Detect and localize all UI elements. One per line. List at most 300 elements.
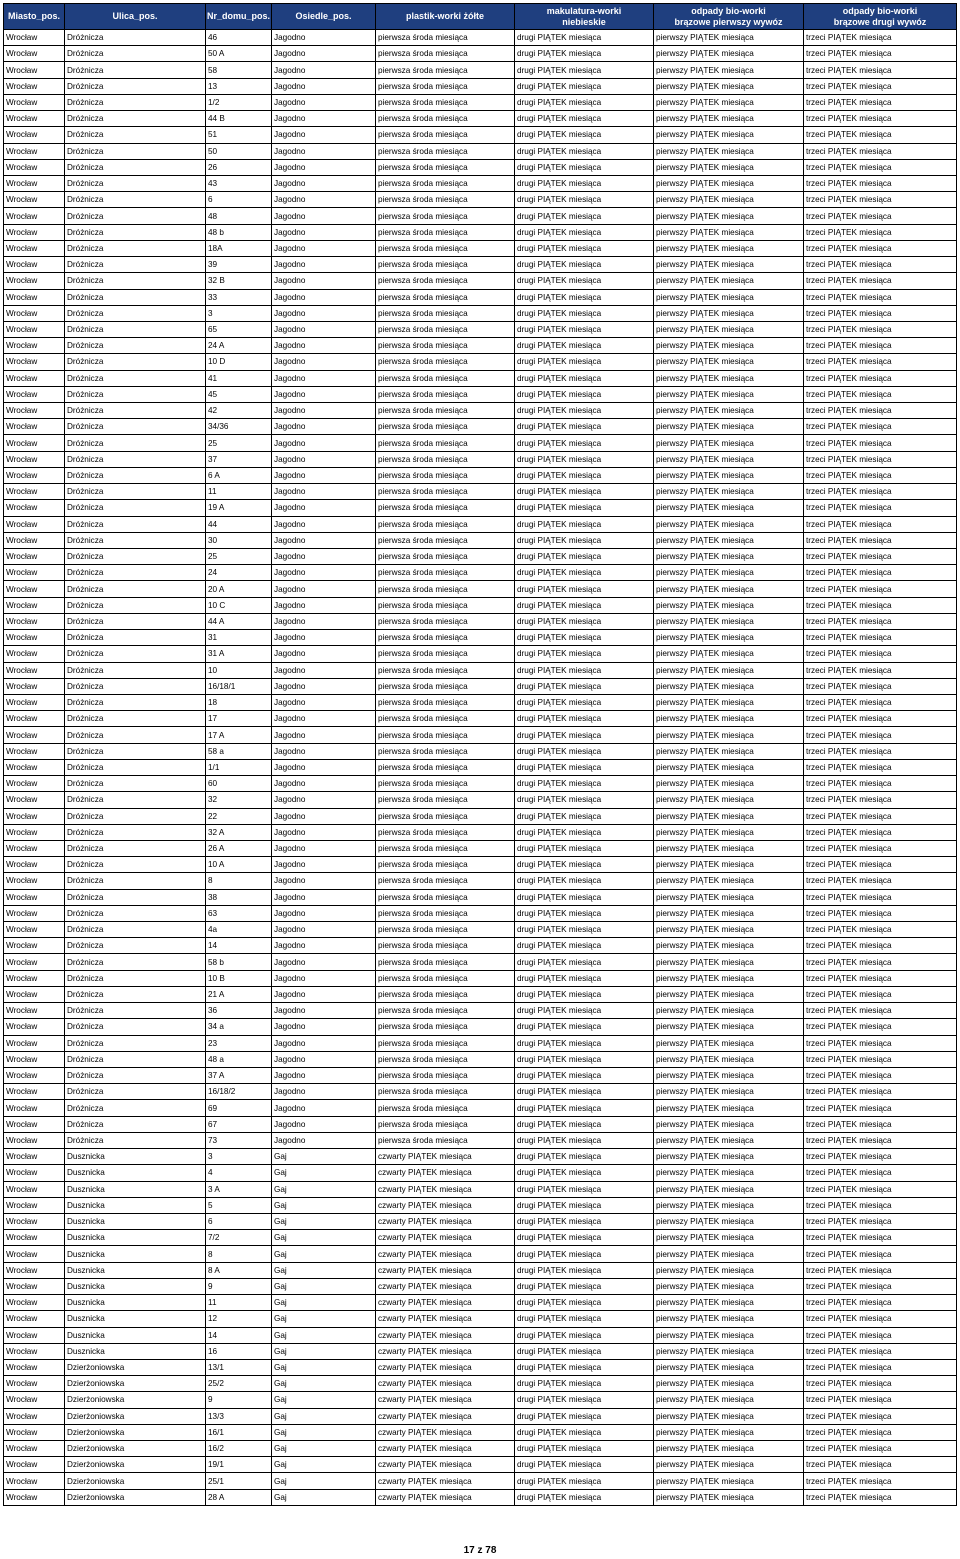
table-cell: Dzierżoniowska [65, 1392, 206, 1408]
table-cell: Dróżnicza [65, 143, 206, 159]
table-cell: pierwszy PIĄTEK miesiąca [654, 1149, 804, 1165]
table-cell: Wrocław [4, 451, 65, 467]
table-cell: trzeci PIĄTEK miesiąca [804, 1376, 957, 1392]
table-row [4, 224, 957, 240]
table-cell: Dróżnicza [65, 516, 206, 532]
table-cell: 3 [206, 1149, 272, 1165]
table-cell: Wrocław [4, 549, 65, 565]
table-cell: trzeci PIĄTEK miesiąca [804, 873, 957, 889]
table-cell: Dróżnicza [65, 467, 206, 483]
table-cell: drugi PIĄTEK miesiąca [515, 613, 654, 629]
table-cell: Jagodno [272, 257, 376, 273]
table-cell: Wrocław [4, 1165, 65, 1181]
table-cell: 69 [206, 1100, 272, 1116]
table-cell: 16/2 [206, 1441, 272, 1457]
table-row [4, 159, 957, 175]
table-cell: drugi PIĄTEK miesiąca [515, 1246, 654, 1262]
table-cell: Jagodno [272, 1100, 376, 1116]
header-row [4, 4, 957, 30]
table-cell: czwarty PIĄTEK miesiąca [376, 1295, 515, 1311]
table-cell: 48 [206, 208, 272, 224]
table-cell: pierwszy PIĄTEK miesiąca [654, 338, 804, 354]
table-cell: Dróżnicza [65, 759, 206, 775]
table-cell: Gaj [272, 1278, 376, 1294]
table-row [4, 1149, 957, 1165]
table-row [4, 386, 957, 402]
table-cell: 58 a [206, 743, 272, 759]
table-cell: Dróżnicza [65, 419, 206, 435]
table-cell: trzeci PIĄTEK miesiąca [804, 840, 957, 856]
table-cell: czwarty PIĄTEK miesiąca [376, 1230, 515, 1246]
table-cell: Wrocław [4, 370, 65, 386]
table-cell: Jagodno [272, 646, 376, 662]
table-cell: 13/3 [206, 1408, 272, 1424]
table-cell: Jagodno [272, 484, 376, 500]
table-cell: Jagodno [272, 792, 376, 808]
table-cell: Dróżnicza [65, 1068, 206, 1084]
table-cell: czwarty PIĄTEK miesiąca [376, 1408, 515, 1424]
table-cell: Jagodno [272, 224, 376, 240]
table-cell: pierwszy PIĄTEK miesiąca [654, 1295, 804, 1311]
table-cell: trzeci PIĄTEK miesiąca [804, 451, 957, 467]
table-cell: 39 [206, 257, 272, 273]
table-cell: pierwszy PIĄTEK miesiąca [654, 111, 804, 127]
table-cell: Jagodno [272, 970, 376, 986]
table-row [4, 1197, 957, 1213]
table-cell: pierwszy PIĄTEK miesiąca [654, 354, 804, 370]
table-cell: 67 [206, 1116, 272, 1132]
table-cell: 13/1 [206, 1359, 272, 1375]
table-cell: drugi PIĄTEK miesiąca [515, 954, 654, 970]
table-row [4, 370, 957, 386]
table-cell: Jagodno [272, 889, 376, 905]
table-cell: 21 A [206, 986, 272, 1002]
table-cell: drugi PIĄTEK miesiąca [515, 597, 654, 613]
table-cell: trzeci PIĄTEK miesiąca [804, 435, 957, 451]
table-cell: trzeci PIĄTEK miesiąca [804, 1392, 957, 1408]
column-header-label: plastik-worki żółte [405, 11, 485, 21]
table-row [4, 419, 957, 435]
table-cell: Dróżnicza [65, 905, 206, 921]
table-cell: Dróżnicza [65, 1019, 206, 1035]
table-cell: Dusznicka [65, 1311, 206, 1327]
table-cell: trzeci PIĄTEK miesiąca [804, 321, 957, 337]
table-cell: Jagodno [272, 370, 376, 386]
table-cell: 1/1 [206, 759, 272, 775]
table-cell: Wrocław [4, 1213, 65, 1229]
table-cell: Wrocław [4, 386, 65, 402]
table-cell: Gaj [272, 1359, 376, 1375]
table-cell: 58 b [206, 954, 272, 970]
table-cell: drugi PIĄTEK miesiąca [515, 1213, 654, 1229]
table-cell: trzeci PIĄTEK miesiąca [804, 159, 957, 175]
table-cell: Gaj [272, 1457, 376, 1473]
table-cell: pierwszy PIĄTEK miesiąca [654, 1311, 804, 1327]
table-cell: drugi PIĄTEK miesiąca [515, 451, 654, 467]
table-cell: Jagodno [272, 467, 376, 483]
table-cell: Jagodno [272, 1003, 376, 1019]
table-cell: Jagodno [272, 662, 376, 678]
table-cell: pierwszy PIĄTEK miesiąca [654, 808, 804, 824]
table-cell: Wrocław [4, 159, 65, 175]
table-cell: pierwszy PIĄTEK miesiąca [654, 759, 804, 775]
table-row [4, 500, 957, 516]
table-cell: pierwszy PIĄTEK miesiąca [654, 192, 804, 208]
table-cell: 24 A [206, 338, 272, 354]
table-cell: Dróżnicza [65, 581, 206, 597]
table-cell: Wrocław [4, 500, 65, 516]
table-cell: pierwsza środa miesiąca [376, 630, 515, 646]
table-cell: drugi PIĄTEK miesiąca [515, 78, 654, 94]
table-cell: Wrocław [4, 1262, 65, 1278]
table-cell: pierwszy PIĄTEK miesiąca [654, 403, 804, 419]
table-cell: 5 [206, 1197, 272, 1213]
table-cell: drugi PIĄTEK miesiąca [515, 354, 654, 370]
table-cell: drugi PIĄTEK miesiąca [515, 938, 654, 954]
table-cell: pierwszy PIĄTEK miesiąca [654, 873, 804, 889]
table-row [4, 1278, 957, 1294]
table-cell: trzeci PIĄTEK miesiąca [804, 46, 957, 62]
table-cell: Wrocław [4, 338, 65, 354]
table-cell: pierwsza środa miesiąca [376, 257, 515, 273]
table-row [4, 873, 957, 889]
table-cell: drugi PIĄTEK miesiąca [515, 970, 654, 986]
table-cell: drugi PIĄTEK miesiąca [515, 905, 654, 921]
table-row [4, 127, 957, 143]
table-cell: Wrocław [4, 840, 65, 856]
table-cell: drugi PIĄTEK miesiąca [515, 208, 654, 224]
table-cell: pierwszy PIĄTEK miesiąca [654, 776, 804, 792]
table-row [4, 78, 957, 94]
table-cell: Dróżnicza [65, 30, 206, 46]
table-cell: pierwsza środa miesiąca [376, 857, 515, 873]
table-cell: drugi PIĄTEK miesiąca [515, 711, 654, 727]
table-cell: drugi PIĄTEK miesiąca [515, 549, 654, 565]
table-cell: pierwsza środa miesiąca [376, 403, 515, 419]
table-cell: pierwsza środa miesiąca [376, 1051, 515, 1067]
table-cell: pierwszy PIĄTEK miesiąca [654, 1035, 804, 1051]
table-cell: Jagodno [272, 111, 376, 127]
table-row [4, 1392, 957, 1408]
table-cell: Dusznicka [65, 1262, 206, 1278]
table-cell: Dróżnicza [65, 435, 206, 451]
table-cell: trzeci PIĄTEK miesiąca [804, 694, 957, 710]
table-cell: pierwsza środa miesiąca [376, 386, 515, 402]
table-cell: Wrocław [4, 484, 65, 500]
table-cell: trzeci PIĄTEK miesiąca [804, 1181, 957, 1197]
table-cell: 17 [206, 711, 272, 727]
table-cell: czwarty PIĄTEK miesiąca [376, 1359, 515, 1375]
table-row [4, 759, 957, 775]
table-cell: drugi PIĄTEK miesiąca [515, 1473, 654, 1489]
table-cell: Wrocław [4, 1181, 65, 1197]
table-cell: pierwszy PIĄTEK miesiąca [654, 970, 804, 986]
table-cell: drugi PIĄTEK miesiąca [515, 1441, 654, 1457]
table-cell: trzeci PIĄTEK miesiąca [804, 743, 957, 759]
table-cell: trzeci PIĄTEK miesiąca [804, 305, 957, 321]
table-row [4, 1035, 957, 1051]
table-cell: Dróżnicza [65, 954, 206, 970]
table-cell: Jagodno [272, 273, 376, 289]
table-row [4, 581, 957, 597]
table-cell: Wrocław [4, 354, 65, 370]
table-row [4, 289, 957, 305]
table-cell: 34 a [206, 1019, 272, 1035]
table-cell: trzeci PIĄTEK miesiąca [804, 1149, 957, 1165]
table-cell: pierwsza środa miesiąca [376, 127, 515, 143]
table-cell: Wrocław [4, 192, 65, 208]
table-row [4, 1132, 957, 1148]
table-cell: trzeci PIĄTEK miesiąca [804, 1084, 957, 1100]
table-cell: drugi PIĄTEK miesiąca [515, 111, 654, 127]
table-cell: Jagodno [272, 840, 376, 856]
table-cell: Jagodno [272, 1116, 376, 1132]
table-cell: trzeci PIĄTEK miesiąca [804, 175, 957, 191]
table-cell: 3 [206, 305, 272, 321]
table-cell: pierwsza środa miesiąca [376, 30, 515, 46]
table-row [4, 662, 957, 678]
table-cell: trzeci PIĄTEK miesiąca [804, 419, 957, 435]
table-cell: pierwszy PIĄTEK miesiąca [654, 484, 804, 500]
table-cell: trzeci PIĄTEK miesiąca [804, 62, 957, 78]
table-cell: Wrocław [4, 62, 65, 78]
table-cell: Wrocław [4, 78, 65, 94]
table-cell: 50 [206, 143, 272, 159]
table-cell: trzeci PIĄTEK miesiąca [804, 1116, 957, 1132]
table-cell: pierwsza środa miesiąca [376, 792, 515, 808]
table-cell: drugi PIĄTEK miesiąca [515, 467, 654, 483]
table-cell: drugi PIĄTEK miesiąca [515, 289, 654, 305]
table-cell: pierwszy PIĄTEK miesiąca [654, 1213, 804, 1229]
table-cell: 9 [206, 1392, 272, 1408]
table-cell: 8 [206, 1246, 272, 1262]
table-cell: Wrocław [4, 873, 65, 889]
schedule-table [3, 3, 957, 1506]
table-cell: Dróżnicza [65, 824, 206, 840]
table-cell: Wrocław [4, 111, 65, 127]
table-cell: trzeci PIĄTEK miesiąca [804, 662, 957, 678]
table-cell: pierwszy PIĄTEK miesiąca [654, 1116, 804, 1132]
table-cell: 16/18/2 [206, 1084, 272, 1100]
table-cell: Gaj [272, 1376, 376, 1392]
table-cell: Jagodno [272, 403, 376, 419]
column-header [206, 4, 272, 30]
table-cell: 12 [206, 1311, 272, 1327]
table-cell: pierwsza środa miesiąca [376, 451, 515, 467]
table-cell: 32 [206, 792, 272, 808]
table-cell: pierwszy PIĄTEK miesiąca [654, 1457, 804, 1473]
table-cell: pierwsza środa miesiąca [376, 419, 515, 435]
table-cell: drugi PIĄTEK miesiąca [515, 62, 654, 78]
table-cell: Dusznicka [65, 1149, 206, 1165]
table-cell: pierwszy PIĄTEK miesiąca [654, 1376, 804, 1392]
table-cell: 25 [206, 549, 272, 565]
table-cell: drugi PIĄTEK miesiąca [515, 1035, 654, 1051]
table-cell: trzeci PIĄTEK miesiąca [804, 646, 957, 662]
table-cell: 19/1 [206, 1457, 272, 1473]
table-cell: pierwsza środa miesiąca [376, 111, 515, 127]
table-row [4, 94, 957, 110]
table-cell: drugi PIĄTEK miesiąca [515, 532, 654, 548]
table-row [4, 435, 957, 451]
table-cell: 32 A [206, 824, 272, 840]
table-row [4, 613, 957, 629]
table-cell: pierwszy PIĄTEK miesiąca [654, 305, 804, 321]
table-cell: pierwsza środa miesiąca [376, 484, 515, 500]
table-cell: Dusznicka [65, 1295, 206, 1311]
table-cell: drugi PIĄTEK miesiąca [515, 840, 654, 856]
table-cell: trzeci PIĄTEK miesiąca [804, 467, 957, 483]
table-cell: Wrocław [4, 532, 65, 548]
table-cell: Wrocław [4, 1197, 65, 1213]
table-row [4, 776, 957, 792]
table-cell: drugi PIĄTEK miesiąca [515, 419, 654, 435]
table-cell: Dróżnicza [65, 743, 206, 759]
table-row [4, 1051, 957, 1067]
table-row [4, 1489, 957, 1505]
table-cell: Wrocław [4, 1230, 65, 1246]
table-cell: pierwszy PIĄTEK miesiąca [654, 1359, 804, 1375]
table-cell: 44 [206, 516, 272, 532]
table-cell: pierwszy PIĄTEK miesiąca [654, 922, 804, 938]
table-cell: Dróżnicza [65, 646, 206, 662]
table-cell: Wrocław [4, 1246, 65, 1262]
table-cell: Wrocław [4, 565, 65, 581]
table-cell: drugi PIĄTEK miesiąca [515, 1230, 654, 1246]
table-cell: Gaj [272, 1424, 376, 1440]
table-cell: pierwszy PIĄTEK miesiąca [654, 565, 804, 581]
table-cell: trzeci PIĄTEK miesiąca [804, 1457, 957, 1473]
table-row [4, 1441, 957, 1457]
table-row [4, 1100, 957, 1116]
table-cell: Wrocław [4, 986, 65, 1002]
table-cell: trzeci PIĄTEK miesiąca [804, 1295, 957, 1311]
table-cell: drugi PIĄTEK miesiąca [515, 1295, 654, 1311]
table-cell: pierwszy PIĄTEK miesiąca [654, 889, 804, 905]
table-cell: Wrocław [4, 1116, 65, 1132]
table-cell: czwarty PIĄTEK miesiąca [376, 1343, 515, 1359]
table-cell: Wrocław [4, 273, 65, 289]
table-cell: pierwsza środa miesiąca [376, 905, 515, 921]
table-cell: drugi PIĄTEK miesiąca [515, 743, 654, 759]
table-cell: 4a [206, 922, 272, 938]
table-cell: czwarty PIĄTEK miesiąca [376, 1473, 515, 1489]
table-row [4, 694, 957, 710]
table-cell: Gaj [272, 1473, 376, 1489]
table-cell: drugi PIĄTEK miesiąca [515, 403, 654, 419]
table-cell: Wrocław [4, 743, 65, 759]
table-cell: trzeci PIĄTEK miesiąca [804, 273, 957, 289]
table-cell: 33 [206, 289, 272, 305]
table-row [4, 192, 957, 208]
table-cell: trzeci PIĄTEK miesiąca [804, 597, 957, 613]
column-header [376, 4, 515, 30]
table-cell: Gaj [272, 1408, 376, 1424]
table-cell: pierwsza środa miesiąca [376, 954, 515, 970]
table-cell: pierwszy PIĄTEK miesiąca [654, 467, 804, 483]
table-cell: pierwsza środa miesiąca [376, 159, 515, 175]
table-cell: trzeci PIĄTEK miesiąca [804, 792, 957, 808]
table-cell: drugi PIĄTEK miesiąca [515, 516, 654, 532]
table-cell: Wrocław [4, 1149, 65, 1165]
table-cell: Dróżnicza [65, 321, 206, 337]
table-row [4, 1262, 957, 1278]
table-cell: Jagodno [272, 321, 376, 337]
table-cell: drugi PIĄTEK miesiąca [515, 484, 654, 500]
table-cell: 34/36 [206, 419, 272, 435]
table-cell: Jagodno [272, 549, 376, 565]
table-cell: czwarty PIĄTEK miesiąca [376, 1311, 515, 1327]
table-cell: pierwsza środa miesiąca [376, 986, 515, 1002]
table-cell: drugi PIĄTEK miesiąca [515, 824, 654, 840]
table-cell: Jagodno [272, 192, 376, 208]
table-cell: drugi PIĄTEK miesiąca [515, 1376, 654, 1392]
table-cell: Jagodno [272, 986, 376, 1002]
table-cell: Wrocław [4, 954, 65, 970]
table-cell: trzeci PIĄTEK miesiąca [804, 192, 957, 208]
column-header [654, 4, 804, 30]
table-cell: Dróżnicza [65, 208, 206, 224]
table-cell: pierwsza środa miesiąca [376, 873, 515, 889]
table-cell: pierwsza środa miesiąca [376, 743, 515, 759]
column-header [272, 4, 376, 30]
table-row [4, 354, 957, 370]
table-cell: Dróżnicza [65, 986, 206, 1002]
table-cell: drugi PIĄTEK miesiąca [515, 30, 654, 46]
table-cell: Dróżnicza [65, 922, 206, 938]
table-cell: pierwszy PIĄTEK miesiąca [654, 1019, 804, 1035]
table-row [4, 111, 957, 127]
table-cell: trzeci PIĄTEK miesiąca [804, 1035, 957, 1051]
table-cell: trzeci PIĄTEK miesiąca [804, 500, 957, 516]
table-cell: pierwszy PIĄTEK miesiąca [654, 1424, 804, 1440]
table-cell: Dróżnicza [65, 273, 206, 289]
table-cell: pierwszy PIĄTEK miesiąca [654, 30, 804, 46]
table-row [4, 857, 957, 873]
table-cell: pierwsza środa miesiąca [376, 273, 515, 289]
table-cell: trzeci PIĄTEK miesiąca [804, 484, 957, 500]
table-cell: trzeci PIĄTEK miesiąca [804, 370, 957, 386]
table-cell: pierwszy PIĄTEK miesiąca [654, 208, 804, 224]
table-cell: Jagodno [272, 857, 376, 873]
table-cell: drugi PIĄTEK miesiąca [515, 727, 654, 743]
table-cell: drugi PIĄTEK miesiąca [515, 1311, 654, 1327]
table-cell: Jagodno [272, 451, 376, 467]
table-cell: 13 [206, 78, 272, 94]
table-cell: trzeci PIĄTEK miesiąca [804, 1019, 957, 1035]
table-cell: pierwszy PIĄTEK miesiąca [654, 1230, 804, 1246]
table-row [4, 1246, 957, 1262]
table-cell: trzeci PIĄTEK miesiąca [804, 1424, 957, 1440]
table-cell: drugi PIĄTEK miesiąca [515, 1116, 654, 1132]
table-cell: Wrocław [4, 289, 65, 305]
table-cell: pierwszy PIĄTEK miesiąca [654, 857, 804, 873]
table-cell: 51 [206, 127, 272, 143]
table-cell: Jagodno [272, 727, 376, 743]
table-cell: drugi PIĄTEK miesiąca [515, 94, 654, 110]
table-cell: pierwszy PIĄTEK miesiąca [654, 1392, 804, 1408]
table-cell: pierwszy PIĄTEK miesiąca [654, 1051, 804, 1067]
table-cell: Wrocław [4, 257, 65, 273]
table-cell: Dróżnicza [65, 78, 206, 94]
table-cell: Dróżnicza [65, 889, 206, 905]
table-cell: trzeci PIĄTEK miesiąca [804, 386, 957, 402]
table-cell: trzeci PIĄTEK miesiąca [804, 857, 957, 873]
table-cell: pierwszy PIĄTEK miesiąca [654, 62, 804, 78]
table-cell: Jagodno [272, 678, 376, 694]
table-cell: Jagodno [272, 143, 376, 159]
table-cell: pierwsza środa miesiąca [376, 175, 515, 191]
